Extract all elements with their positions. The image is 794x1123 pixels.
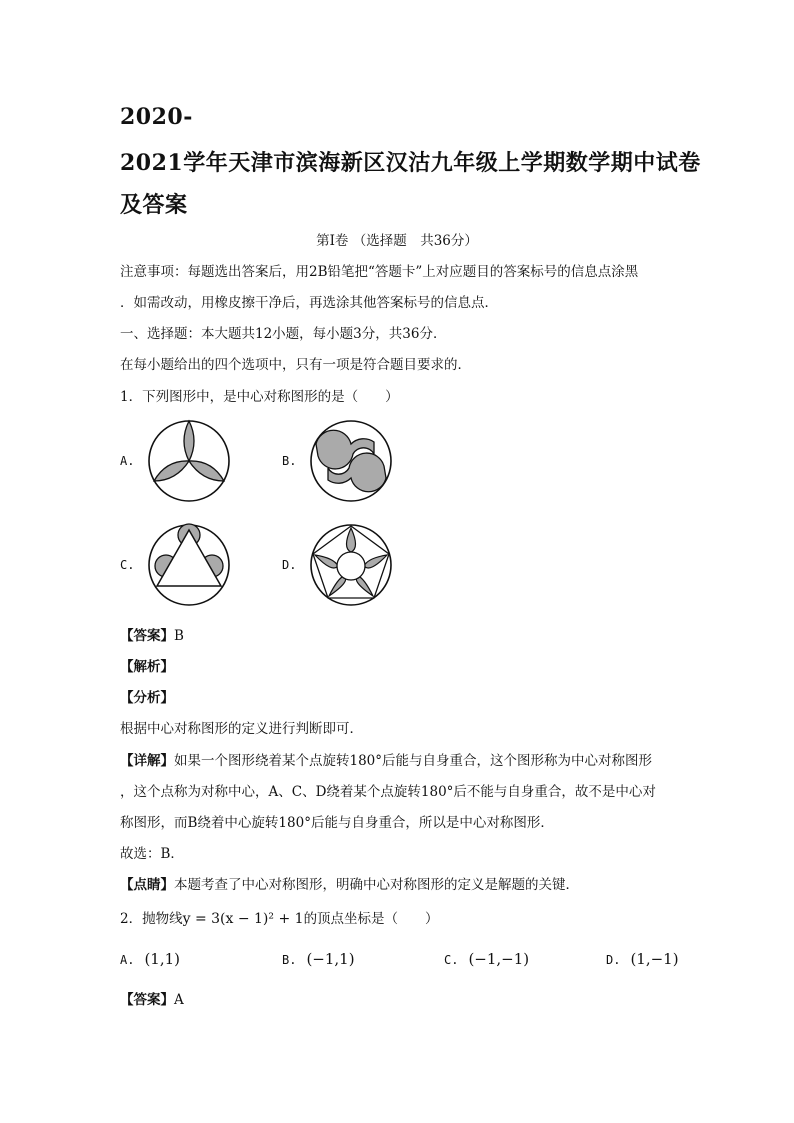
q2-option-b-label: B. bbox=[282, 953, 297, 967]
notes-line-1: 注意事项：每题选出答案后，用2B铅笔把“答题卡”上对应题目的答案标号的信息点涂黑 bbox=[120, 264, 639, 280]
q1-detail-line-1 bbox=[120, 749, 652, 769]
part1-instruction: 在每小题给出的四个选项中，只有一项是符合题目要求的． bbox=[120, 357, 471, 373]
section-header: 第I卷 （选择题 共36分） bbox=[316, 233, 478, 249]
q2-answer bbox=[120, 988, 184, 1008]
q2-stem bbox=[120, 907, 439, 927]
q2-option-c bbox=[444, 950, 529, 968]
part1-heading: 一、选择题：本大题共12小题，每小题3分，共36分． bbox=[120, 326, 447, 342]
q2-stem-prefix: 2．抛物线 bbox=[120, 911, 183, 927]
q2-option-d-value: (1,−1) bbox=[630, 950, 679, 968]
q2-option-d bbox=[606, 950, 679, 968]
q1-detail-line-2: ，这个点称为对称中心，A、C、D绕着某个点旋转180°后不能与自身重合，故不是中心对 bbox=[120, 784, 656, 800]
q1-dianjing bbox=[120, 873, 579, 893]
q1-option-d-figure bbox=[308, 522, 394, 608]
q2-option-a-label: A. bbox=[120, 953, 135, 967]
q1-dianjing-tag: 【点睛】 bbox=[120, 877, 174, 893]
title-line-1: 2020- bbox=[120, 104, 193, 130]
q1-option-c-figure bbox=[146, 522, 232, 608]
q1-analysis-tag: 【解析】 bbox=[120, 659, 174, 675]
q1-option-a-figure bbox=[146, 418, 232, 504]
title-line-2: 2021学年天津市滨海新区汉沽九年级上学期数学期中试卷 bbox=[120, 150, 701, 176]
q1-answer-tag: 【答案】 bbox=[120, 628, 174, 644]
q2-option-c-label: C. bbox=[444, 953, 459, 967]
q1-detail-line-3: 称图形，而B绕着中心旋转180°后能与自身重合，所以是中心对称图形． bbox=[120, 815, 554, 831]
q1-dianjing-text: 本题考查了中心对称图形，明确中心对称图形的定义是解题的关键． bbox=[174, 877, 579, 893]
q2-option-a-value: (1,1) bbox=[144, 950, 181, 968]
q2-answer-value: A bbox=[174, 992, 184, 1008]
q1-option-b-figure bbox=[308, 418, 394, 504]
q2-answer-tag: 【答案】 bbox=[120, 992, 174, 1008]
q2-option-c-value: (−1,−1) bbox=[468, 950, 530, 968]
q1-option-c-label: C. bbox=[120, 558, 135, 572]
q1-stem: 1．下列图形中，是中心对称图形的是（ ） bbox=[120, 389, 399, 405]
q1-answer-value: B bbox=[174, 628, 184, 644]
q1-fenxi-text: 根据中心对称图形的定义进行判断即可． bbox=[120, 721, 363, 737]
q2-option-b bbox=[282, 950, 355, 968]
q2-option-d-label: D. bbox=[606, 953, 621, 967]
q1-answer bbox=[120, 624, 184, 644]
q2-equation: y = 3(x − 1)² + 1 bbox=[182, 911, 304, 927]
q1-option-b-label: B. bbox=[282, 454, 297, 468]
q1-detail-text-1: 如果一个图形绕着某个点旋转180°后能与自身重合，这个图形称为中心对称图形 bbox=[174, 753, 653, 769]
q1-fenxi-tag: 【分析】 bbox=[120, 690, 174, 706]
notes-line-2: ．如需改动，用橡皮擦干净后，再选涂其他答案标号的信息点． bbox=[120, 295, 498, 311]
title-line-3: 及答案 bbox=[120, 192, 188, 218]
q1-option-a-label: A. bbox=[120, 454, 135, 468]
q2-stem-suffix: 的顶点坐标是（ ） bbox=[303, 911, 439, 927]
q1-option-d-label: D. bbox=[282, 558, 297, 572]
q2-option-b-value: (−1,1) bbox=[306, 950, 355, 968]
q1-detail-tag: 【详解】 bbox=[120, 753, 174, 769]
q1-choose: 故选：B． bbox=[120, 846, 184, 862]
q2-option-a bbox=[120, 950, 180, 968]
